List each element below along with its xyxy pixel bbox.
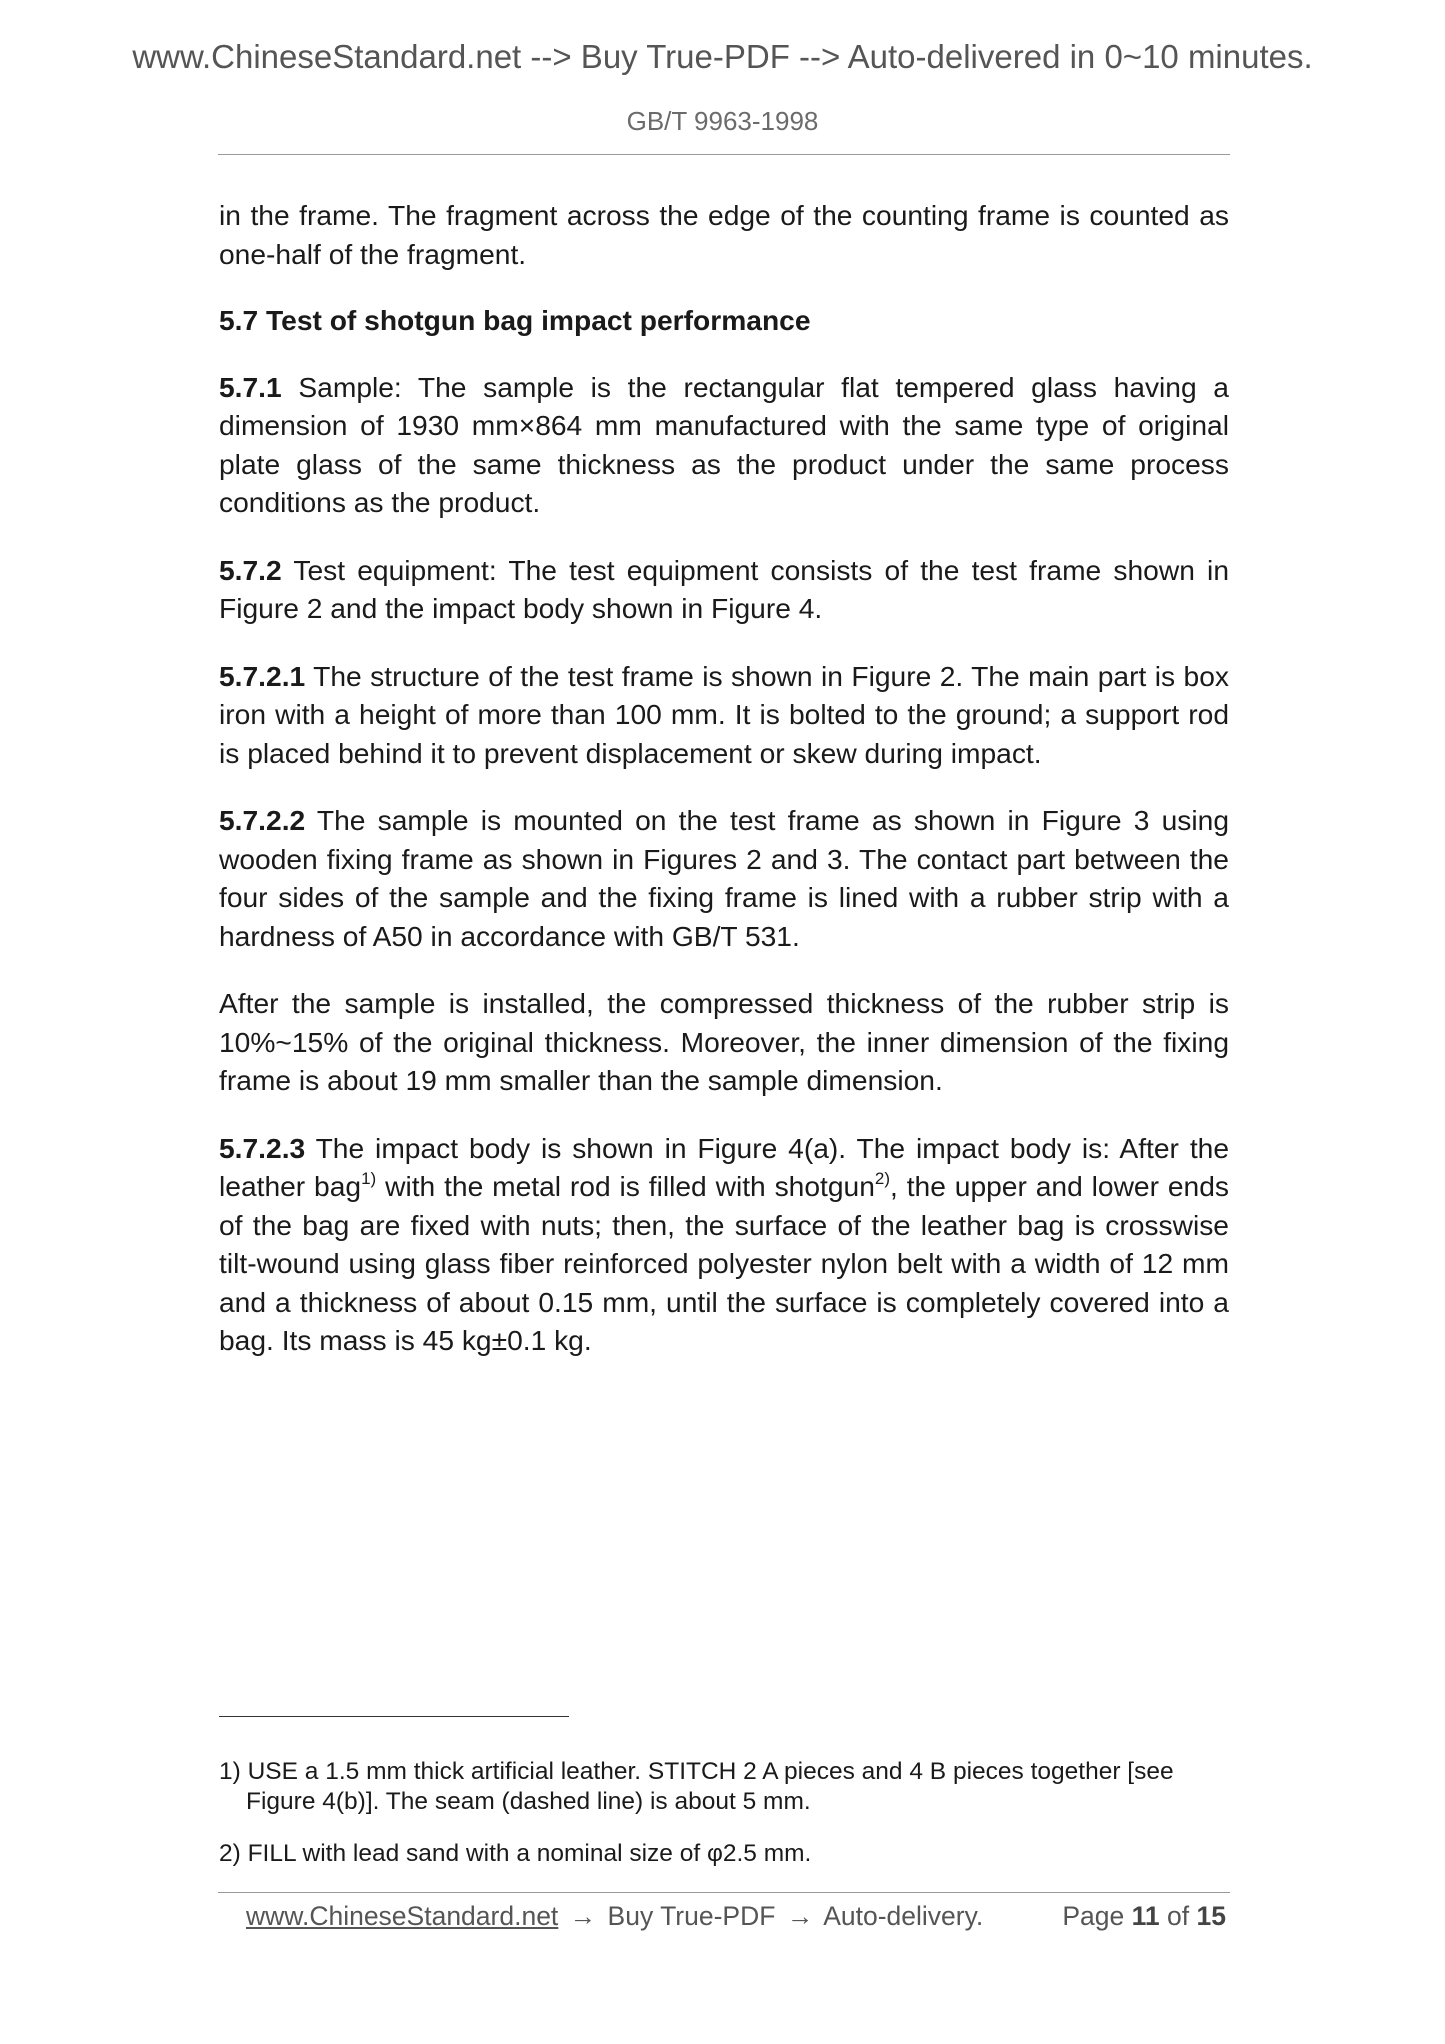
arrow-right-icon: → [786,1901,814,1931]
clause-number: 5.7.2 [219,553,282,586]
footnote-1-line1: 1) USE a 1.5 mm thick artificial leather. STITCH 2 A pieces and 4 B pieces together [see [219,1758,1174,1785]
clause-text: The structure of the test frame is shown in Figure 2. The main part is box iron with a height of more than 100 mm. It is bolted to the ground; a support rod is placed behind it to prevent displacement or skew during impact. [219,659,1229,769]
clause-text: Sample: The sample is the rectangular flat tempered glass having a dimension of 1930 mm×864 mm manufactured with the same type of original plate glass of the same thickness as the product under the same process conditions as the product. [219,370,1229,518]
clause-5-7-1 [219,368,1229,522]
section-heading-5-7: 5.7 Test of shotgun bag impact performance [219,304,811,336]
standard-code: GB/T 9963-1998 [626,106,819,136]
page-label: Page [1062,1901,1125,1931]
footer-site-link[interactable]: www.ChineseStandard.net [246,1901,559,1931]
clause-number: 5.7.2.1 [219,659,306,692]
page-indicator [1062,1898,1226,1934]
clause-number: 5.7.2.2 [219,804,306,836]
clause-5-7-2-2 [219,801,1229,955]
footer-delivery-text: Auto-delivery. [823,1901,984,1931]
clause-5-7-2-1 [219,657,1229,773]
clause-text: The sample is mounted on the test frame as shown in Figure 3 using wooden fixing frame as shown in Figures 2 and 3. The contact part between the four sides of the sample and the fixing frame is lined with a rubber strip with a hardness of A50 in accordance with GB/T 531. [219,804,1229,952]
document-body [219,196,1229,1389]
top-banner: www.ChineseStandard.net --> Buy True-PDF --> Auto-delivered in 0~10 minutes. [132,38,1313,75]
clause-text-part3: , the upper and lower ends of the bag are fixed with nuts; then, the surface of the leather bag is crosswise tilt-wound using glass fiber reinforced polyester nylon belt with a width of 12 mm and a thickness of about 0.15 mm, until the surface is completely covered into a bag. Its mass is 45 kg±0.1 kg. [219,1170,1229,1356]
of-label: of [1167,1901,1190,1931]
clause-text: Test equipment: The test equipment consists of the test frame shown in Figure 2 and the impact body shown in Figure 4. [219,553,1229,624]
footnote-1 [219,1757,1229,1817]
clause-5-7-2 [219,551,1229,628]
page-total: 15 [1196,1901,1226,1931]
footnotes [219,1757,1229,1891]
paragraph-continuation: in the frame. The fragment across the edge of the counting frame is counted as one-half of the fragment. [219,199,1229,270]
clause-number: 5.7.2.3 [219,1131,306,1164]
footer-buy-text: Buy True-PDF [607,1901,776,1931]
clause-text-part2: with the metal rod is filled with shotgun [376,1170,875,1202]
clause-5-7-2-3 [219,1129,1229,1360]
clause-number: 5.7.1 [219,370,282,403]
arrow-right-icon: → [569,1901,597,1931]
footnote-ref-1[interactable]: 1) [361,1168,377,1188]
header-divider [218,154,1230,155]
page-current: 11 [1131,1901,1160,1931]
footnote-2: 2) FILL with lead sand with a nominal size of φ2.5 mm. [219,1840,812,1867]
paragraph-after-install: After the sample is installed, the compressed thickness of the rubber strip is 10%~15% of the original thickness. Moreover, the inner dimension of the fixing frame is about 19 mm smaller than the sample dimension. [219,987,1229,1096]
footer-divider [218,1892,1230,1893]
clause-text-part1: The impact body is shown in Figure 4(a). The impact body is: After the leather bag [219,1131,1230,1202]
footnote-1-line2: Figure 4(b)]. The seam (dashed line) is about 5 mm. [246,1788,811,1815]
footnote-ref-2[interactable]: 2) [874,1168,891,1188]
page-footer [246,1898,1226,1934]
footnote-divider [219,1716,569,1717]
